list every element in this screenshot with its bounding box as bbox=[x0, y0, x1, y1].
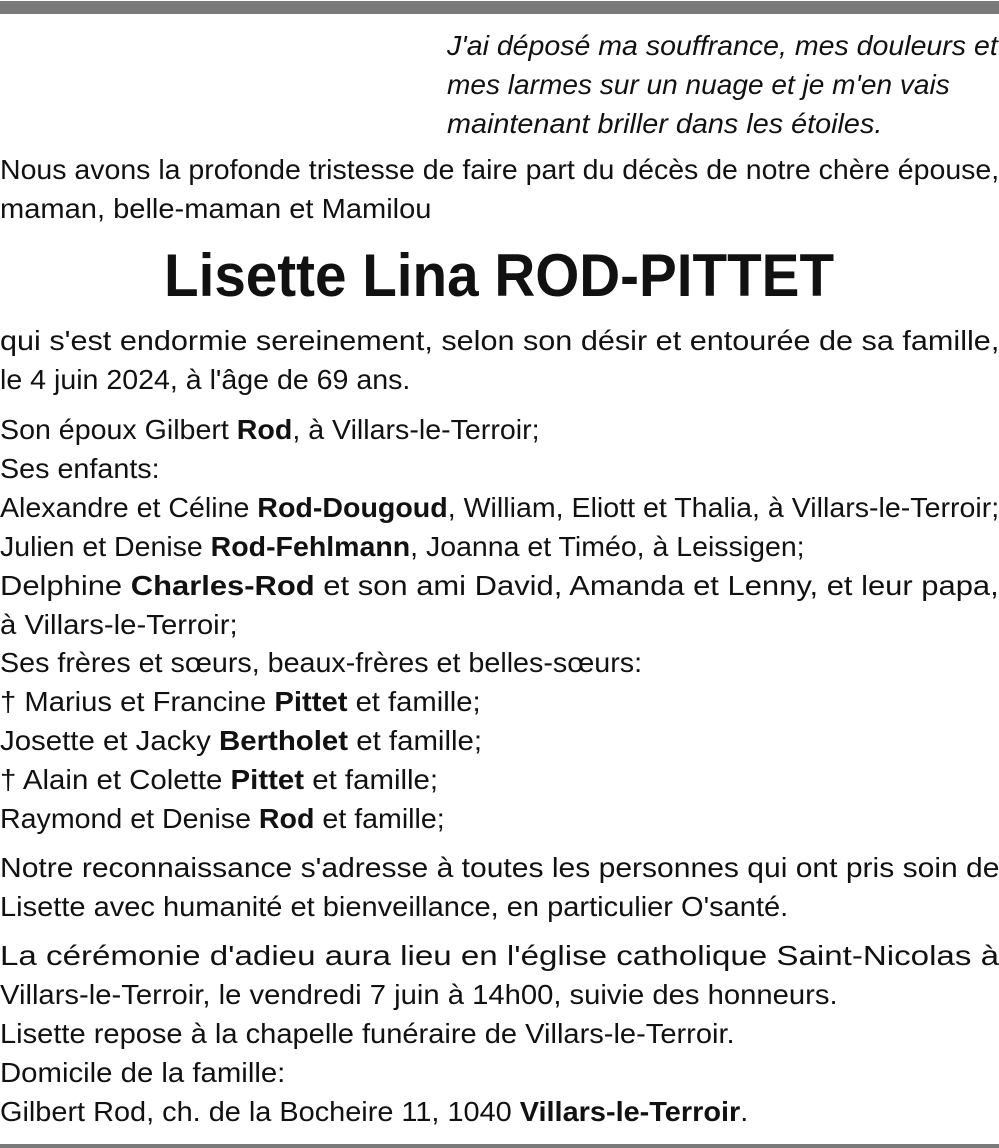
thanks-line: Notre reconnaissance s'adresse à toutes les personnes qui ont pris soin de bbox=[0, 852, 999, 883]
ceremony-line: Villars-le-Terroir, le vendredi 7 juin à 14h00, suivie des honneurs. bbox=[0, 979, 838, 1010]
top-border bbox=[0, 1, 999, 14]
sibling-line: Raymond et Denise Rod et famille; bbox=[0, 803, 445, 834]
sibling-line: † Alain et Colette Pittet et famille; bbox=[0, 764, 439, 795]
ceremony-line: La cérémonie d'adieu aura lieu en l'église catholique Saint-Nicolas à bbox=[0, 940, 999, 971]
child-line: Julien et Denise Rod-Fehlmann, Joanna et Timéo, à Leissigen; bbox=[0, 531, 805, 562]
child-line: Alexandre et Céline Rod-Dougoud, William, Eliott et Thalia, à Villars-le-Terroir; bbox=[0, 492, 999, 523]
address-line: Gilbert Rod, ch. de la Bocheire 11, 1040 Villars-le-Terroir. bbox=[0, 1096, 749, 1127]
children-label: Ses enfants: bbox=[0, 453, 160, 484]
intro-line: Nous avons la profonde tristesse de faire part du décès de notre chère épouse, bbox=[0, 154, 999, 185]
epigraph-line: J'ai déposé ma souffrance, mes douleurs et bbox=[447, 30, 998, 61]
ceremony-line: Domicile de la famille: bbox=[0, 1057, 286, 1088]
intro-line: maman, belle-maman et Mamilou bbox=[0, 193, 432, 224]
deceased-name: Lisette Lina ROD-PITTET bbox=[164, 242, 835, 309]
thanks-line: Lisette avec humanité et bienveillance, en particulier O'santé. bbox=[0, 891, 789, 922]
epigraph-line: maintenant briller dans les étoiles. bbox=[447, 108, 883, 139]
spouse-line: Son époux Gilbert Rod, à Villars-le-Terroir; bbox=[0, 414, 540, 445]
death-info-line: le 4 juin 2024, à l'âge de 69 ans. bbox=[0, 364, 411, 395]
child-line: Delphine Charles-Rod et son ami David, Amanda et Lenny, et leur papa, bbox=[0, 570, 999, 601]
epigraph-line: mes larmes sur un nuage et je m'en vais bbox=[447, 69, 950, 100]
bottom-border bbox=[0, 1144, 999, 1148]
siblings-label: Ses frères et sœurs, beaux-frères et belles-sœurs: bbox=[0, 647, 643, 678]
ceremony-line: Lisette repose à la chapelle funéraire de Villars-le-Terroir. bbox=[0, 1018, 735, 1049]
sibling-line: Josette et Jacky Bertholet et famille; bbox=[0, 725, 483, 756]
sibling-line: † Marius et Francine Pittet et famille; bbox=[0, 686, 481, 717]
death-info-line: qui s'est endormie sereinement, selon son désir et entourée de sa famille, bbox=[0, 325, 999, 356]
child-line-continued: à Villars-le-Terroir; bbox=[0, 609, 238, 640]
